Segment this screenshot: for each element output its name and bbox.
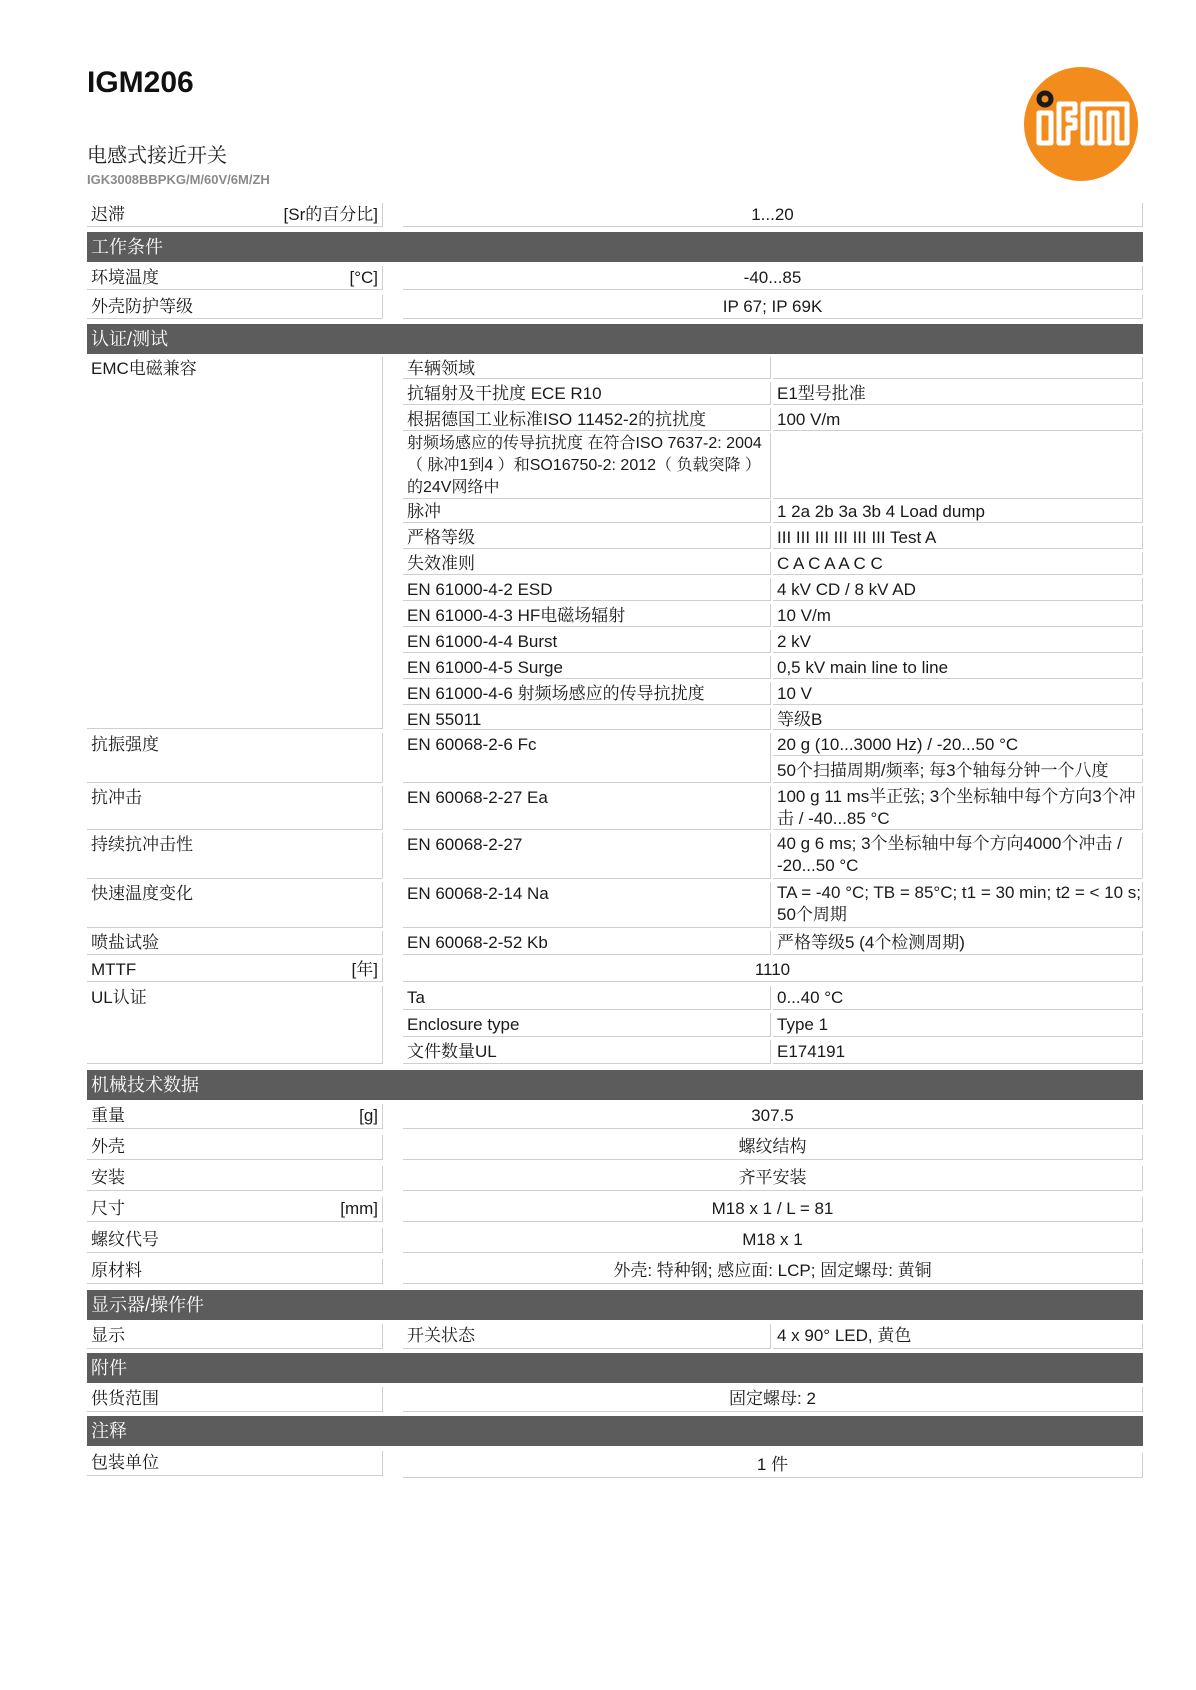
- product-title: IGM206: [87, 66, 194, 99]
- emc-key: 严格等级: [403, 526, 771, 549]
- display-value: 4 x 90° LED, 黄色: [773, 1324, 1143, 1349]
- mttf-label-text: MTTF: [91, 960, 137, 979]
- emc-value: E1型号批准: [773, 382, 1143, 405]
- weight-value: 307.5: [403, 1104, 1143, 1129]
- weight-label: [87, 1104, 383, 1129]
- section-displays-title: 显示器/操作件: [91, 1295, 205, 1315]
- ul-value: Type 1: [773, 1013, 1143, 1037]
- mttf-value: 1110: [403, 958, 1143, 982]
- emc-key: 抗辐射及干扰度 ECE R10: [403, 382, 771, 405]
- ambient-temp-unit: [°C]: [349, 268, 378, 287]
- emc-key: EN 61000-4-4 Burst: [403, 630, 771, 653]
- temp-change-key: EN 60068-2-14 Na: [403, 882, 771, 928]
- ul-value: 0...40 °C: [773, 986, 1143, 1010]
- mttf-unit: [年]: [351, 960, 378, 979]
- temp-change-label: 快速温度变化: [87, 882, 383, 928]
- ul-key: Enclosure type: [403, 1013, 771, 1037]
- emc-key: EN 61000-4-2 ESD: [403, 578, 771, 601]
- mounting-label: 安装: [87, 1166, 383, 1191]
- shock-key: EN 60068-2-27 Ea: [403, 786, 771, 830]
- mttf-label: [87, 958, 383, 982]
- section-operating-conditions: [87, 232, 1143, 262]
- salt-spray-value: 严格等级5 (4个检测周期): [773, 931, 1143, 955]
- delivery-value: 固定螺母: 2: [403, 1387, 1143, 1412]
- dimensions-label: [87, 1197, 383, 1222]
- thread-label: 螺纹代号: [87, 1228, 383, 1253]
- shock-label: 抗冲击: [87, 786, 383, 830]
- protection-label: 外壳防护等级: [87, 295, 383, 319]
- section-remarks-title: 注释: [91, 1421, 127, 1441]
- emc-value: 4 kV CD / 8 kV AD: [773, 578, 1143, 601]
- vibration-value-2: 50个扫描周期/频率; 每3个轴每分钟一个八度: [773, 759, 1143, 783]
- weight-label-text: 重量: [91, 1106, 125, 1125]
- hysteresis-label: [87, 203, 383, 227]
- bump-label: 持续抗冲击性: [87, 833, 383, 879]
- ul-label: UL认证: [87, 986, 383, 1064]
- emc-key: EN 61000-4-3 HF电磁场辐射: [403, 604, 771, 627]
- emc-key: 脉冲: [403, 500, 771, 523]
- dimensions-unit: [mm]: [340, 1199, 378, 1218]
- emc-label: EMC电磁兼容: [87, 357, 383, 729]
- bump-key: EN 60068-2-27: [403, 833, 771, 879]
- emc-key: 失效准则: [403, 552, 771, 575]
- thread-value: M18 x 1: [403, 1228, 1143, 1253]
- section-approvals-title: 认证/测试: [91, 329, 169, 349]
- section-approvals: [87, 324, 1143, 354]
- dimensions-label-text: 尺寸: [91, 1199, 125, 1218]
- salt-spray-key: EN 60068-2-52 Kb: [403, 931, 771, 955]
- emc-value: [773, 357, 1143, 379]
- housing-label: 外壳: [87, 1135, 383, 1160]
- ambient-temp-label-text: 环境温度: [91, 268, 159, 287]
- ifm-logo: [1023, 66, 1139, 182]
- section-mechanical-data-title: 机械技术数据: [91, 1075, 199, 1095]
- ul-key: 文件数量UL: [403, 1040, 771, 1064]
- emc-key: EN 55011: [403, 708, 771, 730]
- product-subtitle: 电感式接近开关: [87, 145, 227, 167]
- delivery-label: 供货范围: [87, 1387, 383, 1412]
- materials-value: 外壳: 特种钢; 感应面: LCP; 固定螺母: 黄铜: [403, 1259, 1143, 1284]
- emc-value: 10 V/m: [773, 604, 1143, 627]
- section-remarks: [87, 1416, 1143, 1446]
- ul-key: Ta: [403, 986, 771, 1010]
- emc-value: 1 2a 2b 3a 3b 4 Load dump: [773, 500, 1143, 523]
- materials-label: 原材料: [87, 1259, 383, 1284]
- hysteresis-label-text: 迟滞: [91, 205, 125, 224]
- vibration-label: 抗振强度: [87, 733, 383, 783]
- emc-key: 车辆领域: [403, 357, 771, 379]
- weight-unit: [g]: [359, 1106, 378, 1125]
- packaging-value: 1 件: [403, 1453, 1143, 1478]
- emc-value: [773, 433, 1143, 499]
- hysteresis-value: 1...20: [403, 203, 1143, 227]
- ambient-temp-value: -40...85: [403, 266, 1143, 290]
- product-code: IGK3008BBPKG/M/60V/6M/ZH: [87, 172, 270, 187]
- section-operating-conditions-title: 工作条件: [91, 237, 163, 257]
- dimensions-value: M18 x 1 / L = 81: [403, 1197, 1143, 1222]
- section-accessories: [87, 1353, 1143, 1383]
- emc-value: 2 kV: [773, 630, 1143, 653]
- packaging-label: 包装单位: [87, 1451, 383, 1476]
- section-mechanical-data: [87, 1070, 1143, 1100]
- emc-key: EN 61000-4-6 射频场感应的传导抗扰度: [403, 682, 771, 705]
- bump-value: 40 g 6 ms; 3个坐标轴中每个方向4000个冲击 / -20...50 °C: [773, 833, 1143, 879]
- emc-key: 根据德国工业标准ISO 11452-2的抗扰度: [403, 408, 771, 431]
- display-label: 显示: [87, 1324, 383, 1349]
- vibration-key: EN 60068-2-6 Fc: [403, 733, 771, 783]
- emc-value: 等级B: [773, 708, 1143, 730]
- vibration-value-1: 20 g (10...3000 Hz) / -20...50 °C: [773, 733, 1143, 756]
- emc-value: 10 V: [773, 682, 1143, 705]
- temp-change-value: TA = -40 °C; TB = 85°C; t1 = 30 min; t2 = < 10 s; 50个周期: [773, 882, 1143, 928]
- protection-value: IP 67; IP 69K: [403, 295, 1143, 319]
- salt-spray-label: 喷盐试验: [87, 931, 383, 955]
- hysteresis-unit: [Sr的百分比]: [283, 205, 378, 224]
- shock-value: 100 g 11 ms半正弦; 3个坐标轴中每个方向3个冲击 / -40...85 °C: [773, 786, 1143, 830]
- emc-value: 0,5 kV main line to line: [773, 656, 1143, 679]
- section-accessories-title: 附件: [91, 1358, 127, 1378]
- housing-value: 螺纹结构: [403, 1135, 1143, 1160]
- emc-value: C A C A A C C: [773, 552, 1143, 575]
- emc-key: EN 61000-4-5 Surge: [403, 656, 771, 679]
- ambient-temp-label: [87, 266, 383, 290]
- section-displays: [87, 1290, 1143, 1320]
- emc-value: III III III III III III Test A: [773, 526, 1143, 549]
- display-key: 开关状态: [403, 1324, 771, 1349]
- mounting-value: 齐平安装: [403, 1166, 1143, 1191]
- emc-value: 100 V/m: [773, 408, 1143, 431]
- ul-value: E174191: [773, 1040, 1143, 1064]
- emc-key: 射频场感应的传导抗扰度 在符合ISO 7637-2: 2004（ 脉冲1到4 ）和SO16750-2: 2012（ 负载突降 ）的24V网络中: [403, 433, 771, 499]
